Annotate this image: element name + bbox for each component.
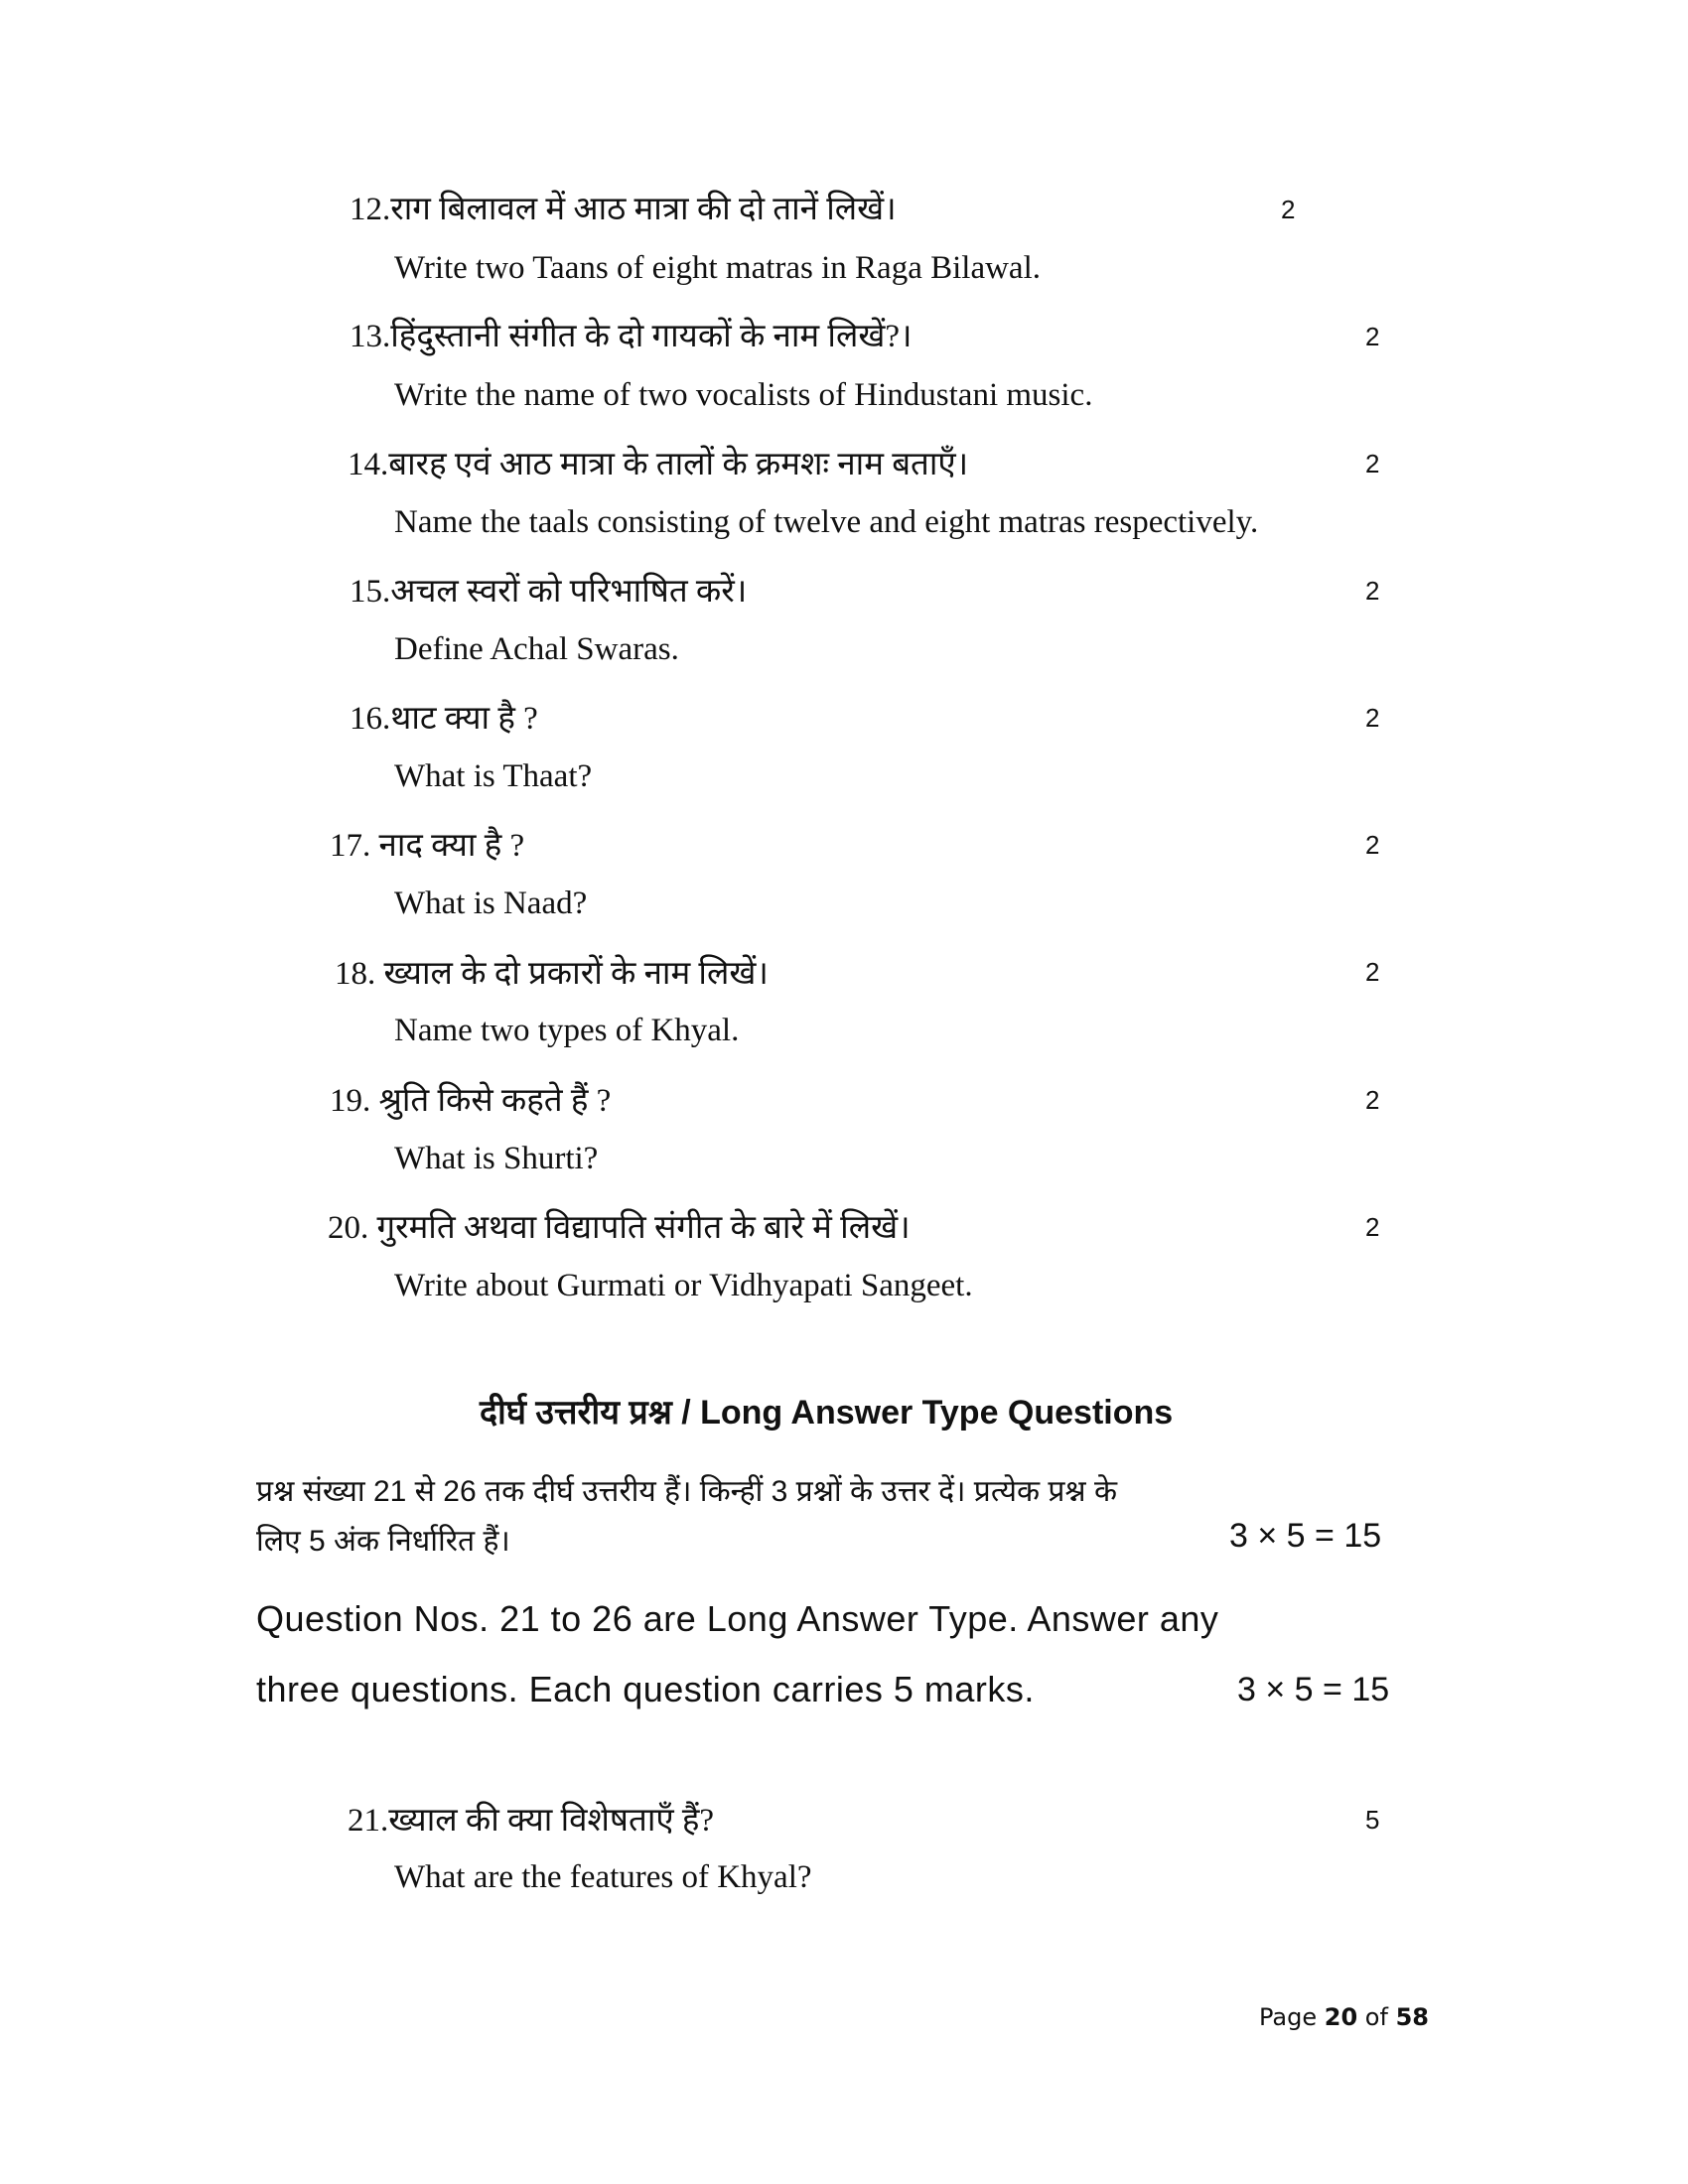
question-16-hindi (350, 694, 538, 739)
question-number: 15. (350, 574, 391, 610)
question-text-hindi: ख्याल के दो प्रकारों के नाम लिखें। (375, 956, 769, 992)
question-21-hindi (348, 1796, 714, 1841)
question-15-hindi (350, 567, 747, 612)
section-heading: दीर्घ उत्तरीय प्रश्न / Long Answer Type Questions (480, 1394, 1174, 1432)
question-17-english: What is Naad? (394, 886, 588, 921)
question-text-hindi: ख्याल की क्या विशेषताएँ हैं? (388, 1803, 715, 1839)
question-12-english: Write two Taans of eight matras in Raga Bilawal. (394, 250, 1041, 286)
question-19-english: What is Shurti? (394, 1141, 599, 1176)
question-21-marks: 5 (1365, 1805, 1380, 1835)
question-17-hindi (330, 821, 524, 866)
hindi-instruction-line-2: लिए 5 अंक निर्धारित हैं। (256, 1525, 510, 1558)
question-text-hindi: श्रुति किसे कहते हैं ? (370, 1083, 612, 1119)
question-20-english: Write about Gurmati or Vidhyapati Sangeet. (394, 1268, 973, 1303)
question-text-hindi: थाट क्या है ? (390, 701, 538, 737)
question-21-english: What are the features of Khyal? (394, 1859, 812, 1895)
question-15-english: Define Achal Swaras. (394, 631, 679, 667)
question-15-marks: 2 (1365, 576, 1380, 606)
question-19-marks: 2 (1365, 1085, 1380, 1115)
page-label: Page (1259, 2003, 1318, 2031)
english-instruction-line-1: Question Nos. 21 to 26 are Long Answer Type. Answer any (256, 1598, 1219, 1639)
question-number: 17. (330, 828, 371, 864)
question-text-hindi: नाद क्या है ? (370, 828, 525, 864)
question-number: 14. (348, 447, 389, 482)
question-text-hindi: हिंदुस्तानी संगीत के दो गायकों के नाम लिखें?। (390, 319, 913, 354)
of-label: of (1364, 2003, 1388, 2031)
question-20-marks: 2 (1365, 1212, 1380, 1242)
question-18-english: Name two types of Khyal. (394, 1013, 740, 1048)
hindi-instruction-line-1: प्रश्न संख्या 21 से 26 तक दीर्घ उत्तरीय हैं। किन्हीं 3 प्रश्नों के उत्तर दें। प्रत्येक प्रश्न के (256, 1475, 1117, 1508)
question-12-marks: 2 (1281, 195, 1296, 224)
question-number: 20. (328, 1210, 369, 1246)
question-18-marks: 2 (1365, 957, 1380, 987)
question-number: 21. (348, 1803, 389, 1839)
question-text-hindi: राग बिलावल में आठ मात्रा की दो तानें लिखें। (390, 192, 897, 227)
question-text-hindi: बारह एवं आठ मात्रा के तालों के क्रमशः नाम बताएँ। (388, 447, 969, 482)
question-20-hindi (328, 1203, 911, 1248)
question-12-hindi (350, 185, 897, 229)
total-pages-number: 58 (1395, 2003, 1429, 2031)
question-number: 16. (350, 701, 391, 737)
question-number: 12. (350, 192, 391, 227)
english-instruction-line-2: three questions. Each question carries 5 marks. (256, 1669, 1035, 1709)
question-number: 19. (330, 1083, 371, 1119)
question-19-hindi (330, 1076, 611, 1121)
page-footer (1259, 2003, 1429, 2031)
question-text-hindi: अचल स्वरों को परिभाषित करें। (390, 574, 748, 610)
question-16-english: What is Thaat? (394, 758, 593, 794)
question-13-hindi (350, 312, 912, 356)
question-14-marks: 2 (1365, 449, 1380, 478)
question-text-hindi: गुरमति अथवा विद्यापति संगीत के बारे में लिखें। (368, 1210, 911, 1246)
question-13-marks: 2 (1365, 322, 1380, 351)
question-18-hindi (335, 949, 769, 994)
question-17-marks: 2 (1365, 830, 1380, 860)
question-13-english: Write the name of two vocalists of Hindustani music. (394, 377, 1093, 413)
current-page-number: 20 (1324, 2003, 1358, 2031)
hindi-marks-formula: 3 × 5 = 15 (1229, 1517, 1382, 1555)
question-16-marks: 2 (1365, 703, 1380, 733)
question-number: 18. (335, 956, 376, 992)
question-14-hindi (348, 440, 968, 484)
question-number: 13. (350, 319, 391, 354)
question-14-english: Name the taals consisting of twelve and eight matras respectively. (394, 504, 1259, 540)
english-marks-formula: 3 × 5 = 15 (1237, 1671, 1390, 1708)
